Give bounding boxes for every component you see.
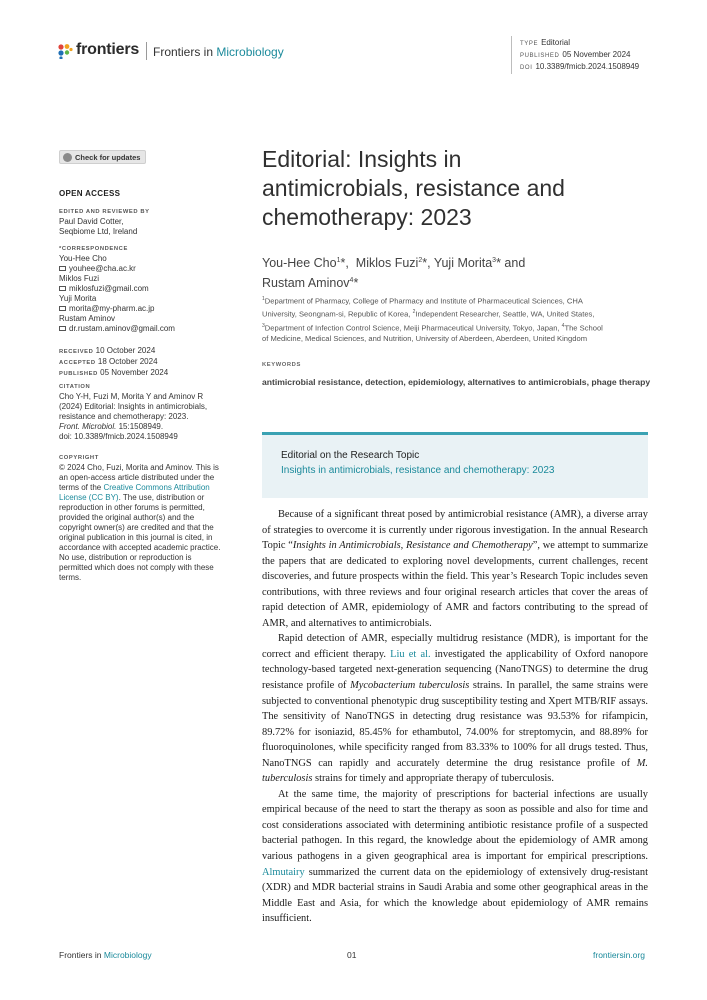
frontiers-logo-icon: [57, 43, 73, 59]
cc-link[interactable]: Creative Commons Attribution: [103, 483, 210, 492]
brand-name: frontiers: [76, 41, 140, 58]
corr-name: Yuji Morita: [59, 294, 97, 303]
corr-email[interactable]: miklosfuzi@gmail.com: [59, 284, 239, 294]
journal-title: Frontiers in Microbiology: [153, 45, 284, 59]
author: Rustam Aminov: [262, 276, 350, 291]
author: Yuji Morita: [433, 256, 493, 271]
citation: CITATION Cho Y-H, Fuzi M, Morita Y and Aminov R (2024) Editorial: Insights in antimicrobials, resistance and chemotherapy: 2023. Front. Microbiol. 15:1508949. doi: 10.3389/fmicb.2024.1508949: [59, 384, 208, 441]
affiliations: $^1$Department of Pharmacy, College of Pharmacy and Institute of Pharmaceutical Sciences, CHA University, Seongnam-si, Republic of Korea, $^2$Independent Researcher, Seattle, WA, United States, $^3$Department of Infection Control Science, Meiji Pharmaceutical University, Tokyo, Japan, $^4$The School of Medicine, Medical Sciences, and Nutrition, University of Aberdeen, Aberdeen, United Kingdom: [262, 296, 603, 343]
correspondence: *CORRESPONDENCE You-Hee Cho youhee@cha.ac.kr Miklos Fuzi miklosfuzi@gmail.com Yuji Morita morita@my-pharm.ac.jp Rustam Aminov dr.rustam.aminov@gmail.com: [59, 244, 239, 334]
article-body: [262, 507, 648, 927]
mail-icon: [59, 286, 66, 291]
open-access-label: OPEN ACCESS: [59, 189, 121, 198]
keywords: antimicrobial resistance, detection, epidemiology, alternatives to antimicrobials, phage therapy: [262, 377, 651, 387]
check-for-updates-button[interactable]: Check for updates: [59, 150, 146, 164]
page-number: 01: [347, 950, 357, 960]
paragraph: At the same time, the majority of prescriptions for bacterial infections are usually empirical because of the need to start the therapy as soon as possible and also for time and cost considerations associated with determining antibiotic resistance profile of a suspected bacterial pathogen. In this regard, the knowledge about the epidemiology of AMR among various pathogens in a given geographical area is important for empirical prescriptions. Almutairy summarized the current data on the epidemiology of extensively drug-resistant (XDR) and MDR bacterial strains in Saudi Arabia and some other geographical areas in the Middle East and Asia, for which the knowledge about epidemiology of AMR remains insufficient.: [262, 788, 648, 925]
corr-email[interactable]: youhee@cha.ac.kr: [59, 264, 239, 274]
mail-icon: [59, 326, 66, 331]
ref-link-almutairy[interactable]: Almutairy: [262, 866, 305, 878]
ref-link-liu[interactable]: Liu et al.: [390, 648, 431, 660]
research-topic-link[interactable]: Insights in antimicrobials, resistance and chemotherapy: 2023: [281, 465, 555, 476]
paragraph: Because of a significant threat posed by antimicrobial resistance (AMR), a diverse array of strategies to overcome it is currently under rigorous investigation. In the annual Research Topic “Insights in Antimicrobials, Resistance and Chemotherapy”, we attempt to summarize the papers that are dedicated to exploring novel developments, current challenges, recent discoveries, and future prospects within the field. This year’s Research Topic includes seven contributions, with three reviews and four original research articles that cover the areas of rapid detection of AMR, epidemiology of AMR and factors contributing to the spread of AMR, and alternatives to antimicrobials.: [262, 509, 648, 629]
keywords-heading: KEYWORDS: [262, 362, 301, 368]
corr-name: Rustam Aminov: [59, 314, 116, 323]
article-title: Editorial: Insights in antimicrobials, resistance and chemotherapy: 2023: [262, 146, 565, 230]
cc-license-link[interactable]: License (CC BY): [59, 493, 119, 502]
update-icon: [63, 153, 72, 162]
copyright: COPYRIGHT © 2024 Cho, Fuzi, Morita and Aminov. This is an open-access article distributed under the terms of the Creative Commons Attribution License (CC BY). The use, distribution or reproduction in other forums is permitted, provided the original author(s) and the copyright owner(s) are credited and that the original publication in this journal is cited, in accordance with accepted academic practice. No use, distribution or reproduction is permitted which does not comply with these terms.: [59, 455, 221, 582]
author: Miklos Fuzi: [355, 256, 419, 271]
corr-email[interactable]: morita@my-pharm.ac.jp: [59, 304, 239, 314]
mail-icon: [59, 306, 66, 311]
dates: RECEIVED 10 October 2024 ACCEPTED 18 October 2024 PUBLISHED 05 November 2024: [59, 346, 169, 377]
research-topic-label: Editorial on the Research Topic: [281, 450, 420, 461]
corr-name: Miklos Fuzi: [59, 274, 100, 283]
meta-published: PUBLISHED 05 November 2024: [520, 50, 631, 59]
meta-doi[interactable]: DOI 10.3389/fmicb.2024.1508949: [520, 62, 640, 71]
header-divider: [146, 42, 147, 60]
mail-icon: [59, 266, 66, 271]
corr-email[interactable]: dr.rustam.aminov@gmail.com: [59, 324, 239, 334]
footer-site-link[interactable]: frontiersin.org: [593, 950, 645, 960]
author: You-Hee Cho: [262, 256, 337, 271]
author-list: You-Hee Cho$^1$*, Miklos Fuzi$^2$*, Yuji Morita$^3$* and Rustam Aminov$^4$*: [262, 256, 526, 291]
meta-divider: [511, 36, 512, 74]
corr-name: You-Hee Cho: [59, 254, 107, 263]
footer-journal: Frontiers in Microbiology: [59, 950, 152, 960]
meta-type: TYPE Editorial: [520, 38, 570, 47]
paragraph: Rapid detection of AMR, especially multidrug resistance (MDR), is important for the correct and efficient therapy. Liu et al. investigated the applicability of Oxford nanopore technology-based targeted next-generation sequencing (NanoTNGS) to determine the drug resistance profile of Mycobacterium tuberculosis strains. In parallel, the same strains were subjected to conventional phenotypic drug susceptibility testing and Xpert MTB/RIF assays. The sensitivity of NanoTNGS in detecting drug resistance was 93.53% for rifampicin, 89.72% for isoniazid, 85.45% for ethambutol, 74.00% for streptomycin, and 88.89% for fluoroquinolones, while specificity ranged from 83.33% to 100% for all drugs tested. Thus, NanoTNGS can rapidly and accurately determine the drug resistance profile of M. tuberculosis strains for timely and appropriate therapy of tuberculosis.: [262, 633, 648, 785]
edited-by: EDITED AND REVIEWED BY Paul David Cotter, Seqbiome Ltd, Ireland: [59, 209, 150, 236]
